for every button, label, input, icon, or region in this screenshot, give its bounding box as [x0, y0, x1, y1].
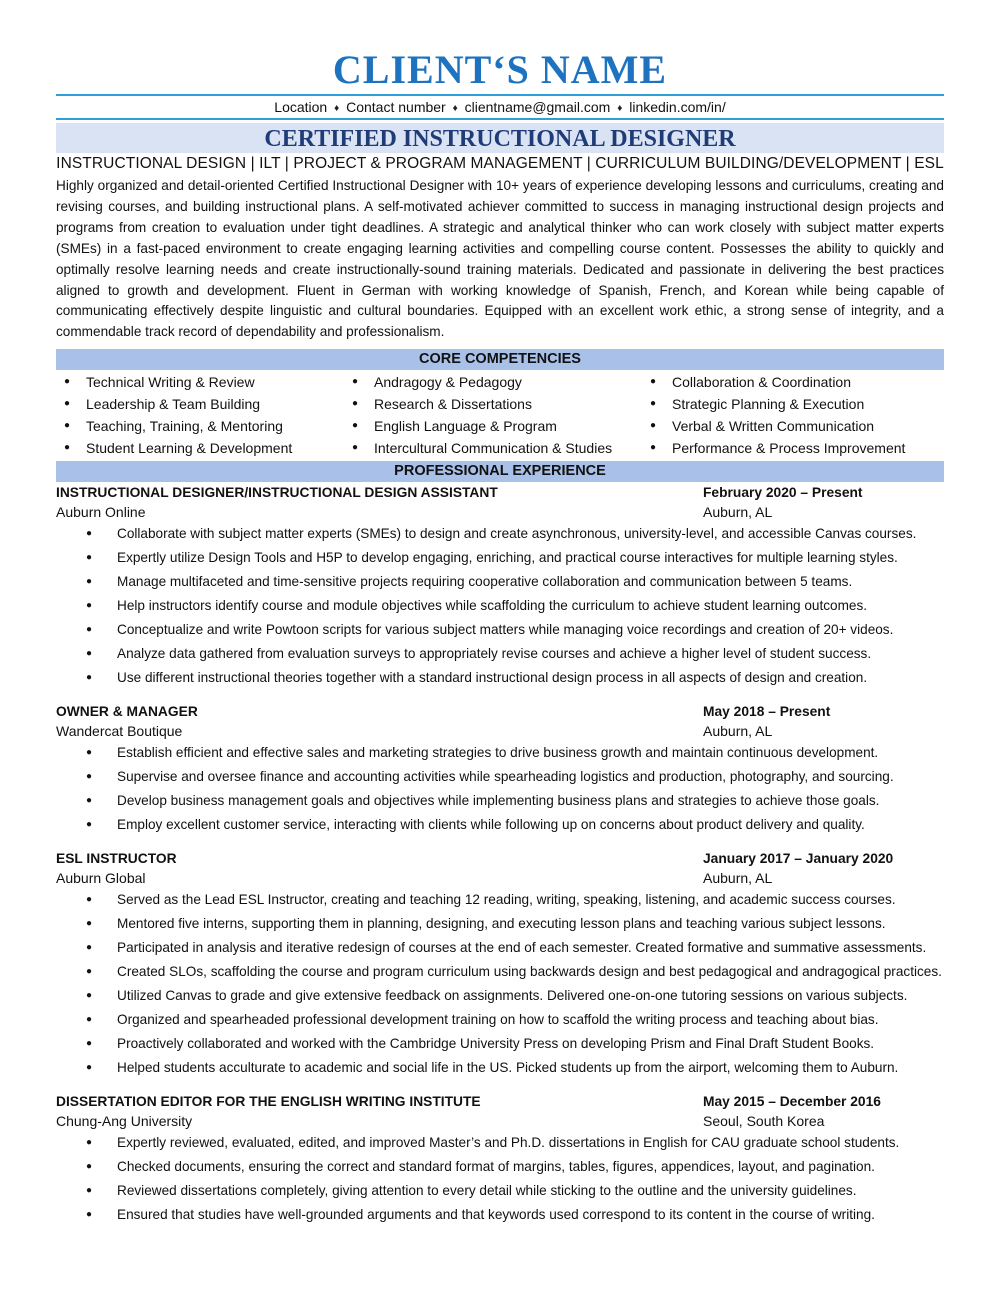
job-title: ESL INSTRUCTOR — [56, 851, 177, 867]
contact-line — [56, 96, 944, 118]
job-title: DISSERTATION EDITOR FOR THE ENGLISH WRITING INSTITUTE — [56, 1094, 481, 1110]
competency-item: ● Research & Dissertations — [344, 393, 642, 415]
job-header — [56, 701, 944, 722]
job-bullet: ● Ensured that studies have well-grounded arguments and that keywords used correspond to its content in the course of writing. — [56, 1203, 944, 1227]
competency-item: ● Collaboration & Coordination — [642, 371, 944, 393]
competency-item: ● Leadership & Team Building — [56, 393, 344, 415]
competency-item: ● Intercultural Communication & Studies — [344, 437, 642, 459]
job-dates: May 2018 – Present — [703, 704, 831, 720]
job-title: INSTRUCTIONAL DESIGNER/INSTRUCTIONAL DESIGN ASSISTANT — [56, 485, 498, 501]
job-entry — [56, 482, 944, 690]
job-bullet: ● Proactively collaborated and worked with the Cambridge University Press on developing Prism and Final Draft Student Books. — [56, 1032, 944, 1056]
job-bullet: ● Organized and spearheaded professional development training on how to scaffold the writing process and teaching about bias. — [56, 1008, 944, 1032]
job-bullet: ● Utilized Canvas to grade and give extensive feedback on assignments. Delivered one-on-one tutoring sessions on various subjects. — [56, 984, 944, 1008]
job-dates: February 2020 – Present — [703, 485, 863, 501]
job-bullet: ● Checked documents, ensuring the correct and standard format of margins, tables, figures, appendices, layout, and pagination. — [56, 1155, 944, 1179]
section-heading-professional-experience: PROFESSIONAL EXPERIENCE — [56, 461, 944, 482]
job-header — [56, 482, 944, 503]
job-dates: May 2015 – December 2016 — [703, 1094, 881, 1110]
job-title-heading: CERTIFIED INSTRUCTIONAL DESIGNER — [56, 123, 944, 153]
job-title: OWNER & MANAGER — [56, 704, 198, 720]
competency-item: ● Teaching, Training, & Mentoring — [56, 415, 344, 437]
job-bullet: ● Help instructors identify course and module objectives while scaffolding the curriculum to achieve student learning outcomes. — [56, 594, 944, 618]
job-entry — [56, 848, 944, 1080]
competency-item: ● English Language & Program — [344, 415, 642, 437]
job-bullet: ● Employ excellent customer service, interacting with clients while following up on concerns about product delivery and quality. — [56, 813, 944, 837]
contact-location: Location — [274, 99, 328, 115]
job-bullet: ● Manage multifaceted and time-sensitive projects requiring cooperative collaboration and communication between 5 teams. — [56, 570, 944, 594]
job-bullet: ● Collaborate with subject matter experts (SMEs) to design and create asynchronous, university-level, and accessible Canvas courses. — [56, 522, 944, 546]
job-bullet: ● Mentored five interns, supporting them in planning, designing, and executing lesson plans and teaching various subject lessons. — [56, 912, 944, 936]
job-bullet: ● Expertly utilize Design Tools and H5P to develop engaging, enriching, and practical course interactives for multiple learning styles. — [56, 546, 944, 570]
job-bullets — [56, 522, 944, 690]
contact-linkedin[interactable]: linkedin.com/in/ — [629, 99, 726, 115]
job-bullet: ● Expertly reviewed, evaluated, edited, and improved Master’s and Ph.D. dissertations in English for CAU graduate school students. — [56, 1131, 944, 1155]
job-bullet: ● Served as the Lead ESL Instructor, creating and teaching 12 reading, writing, speaking, listening, and academic success courses. — [56, 888, 944, 912]
job-subheader — [56, 1112, 944, 1131]
job-subheader — [56, 722, 944, 741]
job-company: Chung-Ang University — [56, 1113, 193, 1130]
job-bullet: ● Created SLOs, scaffolding the course and program curriculum using backwards design and best pedagogical and andragogical practices. — [56, 960, 944, 984]
job-bullet: ● Helped students acculturate to academic and social life in the US. Picked students up from the airport, welcoming them to Auburn. — [56, 1056, 944, 1080]
job-subheader — [56, 869, 944, 888]
competency-item: ● Student Learning & Development — [56, 437, 344, 459]
competency-column — [642, 371, 944, 459]
client-name: CLIENT‘S NAME — [332, 47, 668, 92]
competency-item: ● Andragogy & Pedagogy — [344, 371, 642, 393]
competency-column — [56, 371, 344, 459]
competency-item: ● Technical Writing & Review — [56, 371, 344, 393]
job-dates: January 2017 – January 2020 — [703, 851, 894, 867]
job-bullets — [56, 741, 944, 837]
job-entry — [56, 701, 944, 837]
competency-item: ● Strategic Planning & Execution — [642, 393, 944, 415]
job-bullet: ● Participated in analysis and iterative redesign of courses at the end of each semester. Created formative and summative assessments. — [56, 936, 944, 960]
diamond-separator-icon: ♦ — [452, 103, 458, 114]
resume-page — [56, 0, 944, 1227]
job-entry — [56, 1091, 944, 1227]
diamond-separator-icon: ♦ — [334, 103, 340, 114]
job-company: Auburn Online — [56, 504, 146, 521]
job-location: Auburn, AL — [703, 870, 773, 887]
specialties-line: INSTRUCTIONAL DESIGN | ILT | PROJECT & PROGRAM MANAGEMENT | CURRICULUM BUILDING/DEVELOPMENT | ESL — [56, 155, 944, 172]
core-competencies — [56, 371, 944, 459]
competency-column — [344, 371, 642, 459]
job-bullets — [56, 1131, 944, 1227]
competency-item: ● Performance & Process Improvement — [642, 437, 944, 459]
contact-phone: Contact number — [346, 99, 446, 115]
job-bullet: ● Use different instructional theories together with a standard instructional design process in all aspects of design and creation. — [56, 666, 944, 690]
job-bullet: ● Establish efficient and effective sales and marketing strategies to drive business growth and maintain continuous development. — [56, 741, 944, 765]
job-bullet: ● Supervise and oversee finance and accounting activities while spearheading logistics and production, photography, and sourcing. — [56, 765, 944, 789]
job-location: Auburn, AL — [703, 504, 773, 521]
contact-email[interactable]: clientname@gmail.com — [464, 99, 611, 115]
job-bullets — [56, 888, 944, 1080]
job-header — [56, 848, 944, 869]
job-company: Auburn Global — [56, 870, 146, 887]
job-subheader — [56, 503, 944, 522]
job-location: Auburn, AL — [703, 723, 773, 740]
job-company: Wandercat Boutique — [56, 723, 183, 740]
diamond-separator-icon: ♦ — [617, 103, 623, 114]
job-bullet: ● Develop business management goals and objectives while implementing business plans and strategies to achieve those goals. — [56, 789, 944, 813]
header-rule-bottom — [56, 118, 944, 120]
professional-summary: Highly organized and detail-oriented Certified Instructional Designer with 10+ years of experience developing lessons and curriculums, creating and revising courses, and building instructional plans. A self-motivated achiever committed to success in managing instructional design projects and programs from creation to evaluation under tight deadlines. A strategic and analytical thinker who can work closely with subject matter experts (SMEs) in a fast-paced environment to create engaging learning activities and compelling course content. Possesses the ability to quickly and optimally resolve learning needs and create instructionally-sound training materials. Dedicated and passionate in delivering the best practices aligned to growth and development. Fluent in German with working knowledge of Spanish, French, and Korean while being capable of communicating effectively despite linguistic and cultural boundaries. Equipped with an excellent work ethic, a strong sense of integrity, and a commendable track record of dependability and professionalism. — [56, 178, 944, 340]
job-bullet: ● Conceptualize and write Powtoon scripts for various subject matters while managing voice recordings and creation of 20+ videos. — [56, 618, 944, 642]
job-bullet: ● Analyze data gathered from evaluation surveys to appropriately revise courses and achieve a higher level of student success. — [56, 642, 944, 666]
job-bullet: ● Reviewed dissertations completely, giving attention to every detail while sticking to the outline and the university guidelines. — [56, 1179, 944, 1203]
competency-item: ● Verbal & Written Communication — [642, 415, 944, 437]
job-location: Seoul, South Korea — [703, 1113, 825, 1130]
section-heading-core-competencies: CORE COMPETENCIES — [56, 349, 944, 370]
job-header — [56, 1091, 944, 1112]
